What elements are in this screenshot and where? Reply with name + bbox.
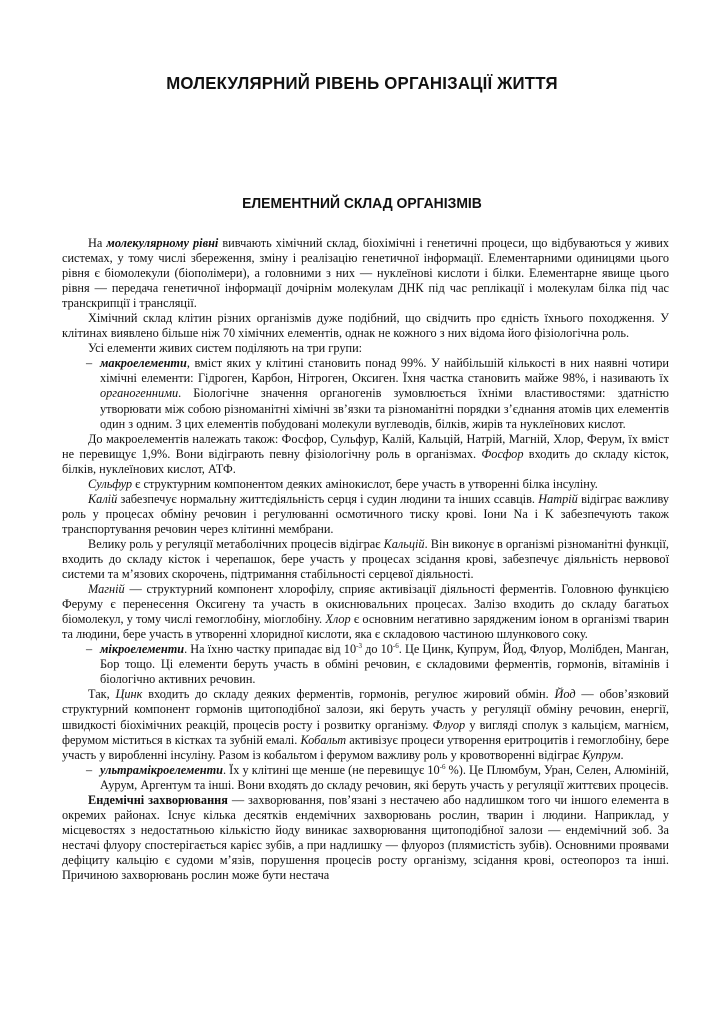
paragraph-calcium: Велику роль у регуляції метаболічних процесів відіграє Кальцій. Він виконує в організмі різноманітні функції, входить до складу кісток і черепашок, бере участь у процесах зсідання крові, забезпечує діяльність нервової системи та м’язових скорочень, підтримання стабільності серцевої діяльності. (62, 536, 669, 582)
dash-bullet: – (86, 762, 93, 777)
paragraph-sulfur: Сульфур є структурним компонентом деяких амінокислот, бере участь в утворенні білка інсуліну. (88, 476, 598, 491)
paragraph-other-macroelements: До макроелементів належать також: Фосфор, Сульфур, Калій, Кальцій, Натрій, Магній, Хлор, Ферум, їх вміст не перевищує 1,9%. Вони відіграють певну фізіологічну роль в організмах. Фосфор входить до складу кісток, білків, нуклеїнових кислот, АТФ. (62, 431, 669, 476)
term-organogenic: органогенними (100, 386, 179, 401)
term-microelements: мікроелементи (100, 642, 185, 657)
term-ultramicroelements: ультрамікроелементи (100, 762, 224, 777)
paragraph-three-groups: Усі елементи живих систем поділяють на три групи: (88, 341, 363, 356)
paragraph-zinc-iodine: Так, Цинк входить до складу деяких ферментів, гормонів, регулює жировий обмін. Йод — обов’язковий структурний компонент гормонів щитоподібної залози, які беруть участь у регуляції обміну речовин, енергії, швидкості біохімічних реакцій, процесів росту і розвитку організму. Флуор у вигляді сполук з кальцієм, магнієм, ферумом міститься в кістках та зубній емалі. Кобальт активізує процеси утворення еритроцитів і гемоглобіну, бере участь у виробленні інсуліну. Разом із кобальтом і ферумом важливу роль у кровотворенні відіграє Купрум. (62, 687, 669, 762)
list-item-microelements: – мікроелементи. На їхню частку припадає від $10^{-3}$ до $10^{-6}$. Це Цинк, Купрум, Йод, Флуор, Молібден, Манган, Бор тощо. Ці елементи беруть участь в обміні речовин, є складовими ферментів, гормонів, вітамінів і біологічно активних речовин. (86, 642, 669, 687)
dash-bullet: – (86, 642, 93, 657)
paragraph-endemic-diseases: Ендемічні захворювання — захворювання, пов’язані з нестачею або надлишком того чи іншого елемента в окремих районах. Існує кілька десятків ендемічних захворювань рослин, тварин і людини. Наприклад, у місцевостях з недостатньою кількістю йоду виникає захворювання щитоподібної залози — ендемічний зоб. За нестачі флуору спостерігається карієс зубів, а при надлишку — флуороз (плямистість зубів). Основними проявами дефіциту кальцію є судоми м’язів, порушення процесів росту організму, зсідання крові, остеопороз та інші. Причиною захворювань рослин може бути нестача (62, 792, 669, 882)
term-macroelements: макроелементи (100, 356, 187, 371)
paragraph-chemical-composition: Хімічний склад клітин різних організмів дуже подібний, що свідчить про єдність їхнього походження. У клітинах виявлено більше ніж 70 хімічних елементів, однак не кожного з них відома його фізіологічна роль. (62, 311, 669, 341)
dash-bullet: – (86, 356, 93, 371)
list-item-ultramicroelements: – ультрамікроелементи. Їх у клітині ще менше (не перевищує $10^{-6}$ %). Це Плюмбум, Уран, Селен, Алюміній, Аурум, Аргентум та інші. Вони входять до складу речовин, які беруть участь у регуляції життєвих процесів. (86, 762, 669, 792)
term-molecular-level: молекулярному рівні (106, 236, 219, 250)
chapter-title: МОЛЕКУЛЯРНИЙ РІВЕНЬ ОРГАНІЗАЦІЇ ЖИТТЯ (166, 73, 558, 93)
list-item-macroelements: – макроелементи, вміст яких у клітині становить понад 99%. У найбільшій кількості в них наявні чотири хімічні елементи: Гідроген, Карбон, Нітроген, Оксиген. Їхня частка становить майже 98%, і називають їх органогенними. Біологічне значення органогенів зумовлюється їхніми властивостями: здатністю утворювати між собою різноманітні хімічні зв’язки та різноманітні порядки з’єднання атомів цих елементів один з одним. З цих елементів побудовані молекули вуглеводів, білків, жирів та нуклеїнових кислот. (86, 356, 669, 431)
section-title: ЕЛЕМЕНТНИЙ СКЛАД ОРГАНІЗМІВ (242, 196, 482, 212)
paragraph-molecular-level: На молекулярному рівні вивчають хімічний склад, біохімічні і генетичні процеси, що відбуваються у живих системах, у тому числі збереження, зміну і реалізацію генетичної інформації. Елементарними одиницями цього рівня є біомолекули (біополімери), а головними з них — нуклеїнові кислоти і білки. Елементарне явище цього рівня — передача генетичної інформації дочірнім молекулам ДНК під час реплікації і молекулам білка під час транскрипції і трансляції. (62, 236, 669, 311)
paragraph-potassium-sodium: Калій забезпечує нормальну життєдіяльність серця і судин людини та інших ссавців. Натрій відіграє важливу роль у процесах обміну речовин і регулюванні осмотичного тиску крові. Іони Na і K забезпечують також транспортування речовин через клітинні мембрани. (62, 491, 669, 536)
body-text (62, 236, 669, 883)
paragraph-magnesium-chlorine: Магній — структурний компонент хлорофілу, сприяє активізації діяльності ферментів. Головною функцією Феруму є перенесення Оксигену та участь в окиснювальних процесах. Залізо входить до складу багатьох біомолекул, у тому числі гемоглобіну, міоглобіну. Хлор є основним негативно зарядженим іоном в організмі тварин та людини, бере участь в утворенні хлоридної кислоти, яка є складовою частиною шлункового соку. (62, 582, 670, 642)
term-endemic-diseases: Ендемічні захворювання (88, 792, 228, 807)
